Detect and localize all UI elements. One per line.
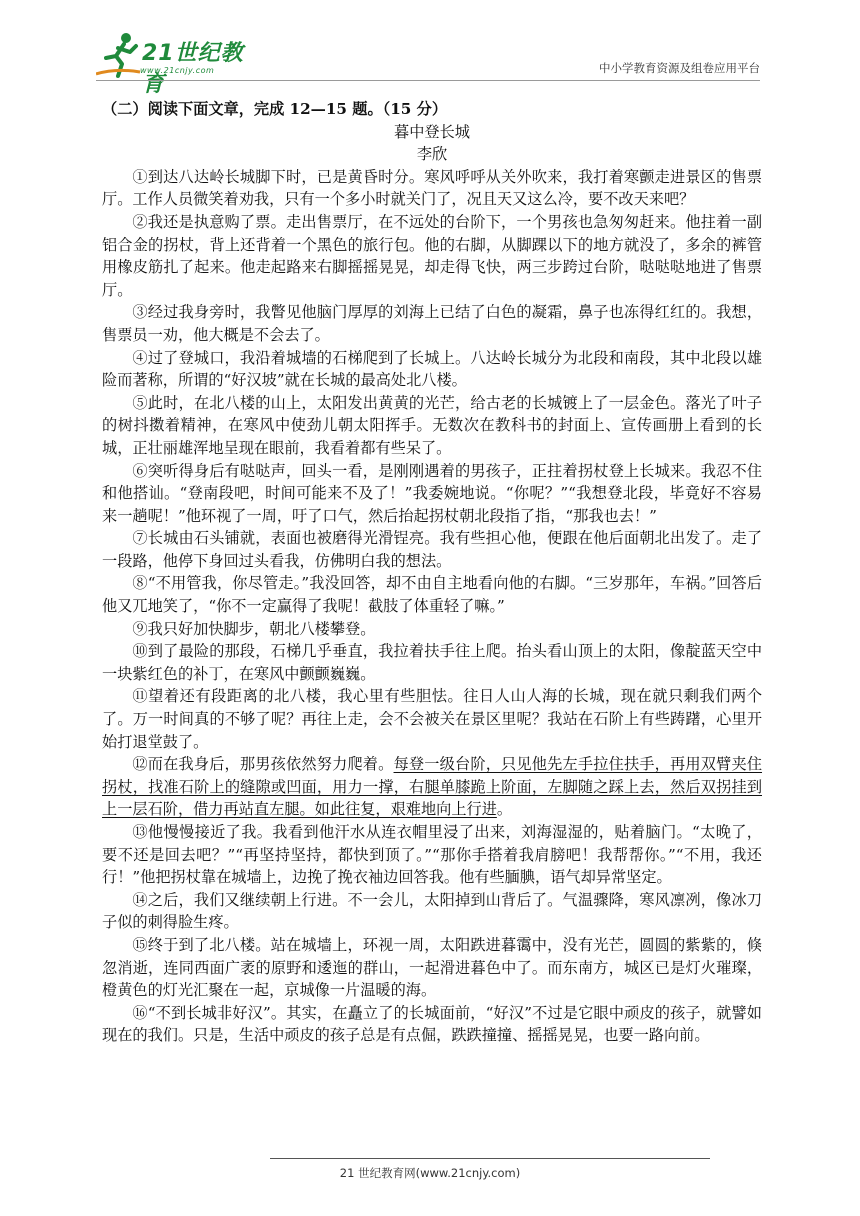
platform-name: 中小学教育资源及组卷应用平台 [599,61,760,75]
paragraph-14: ⑭之后，我们又继续朝上行进。不一会儿，太阳掉到山背后了。气温骤降，寒风凛冽，像冰刀子似的刺得脸生疼。 [102,890,762,932]
article-title: 暮中登长城 [394,122,470,141]
footer-text[interactable]: 21 世纪教育网(www.21cnjy.com) [339,1166,521,1180]
paragraph-11: ⑪望着还有段距离的北八楼，我心里有些胆怯。往日人山人海的长城，现在就只剩我们两个了。万一时间真的不够了呢？再往上走，会不会被关在景区里呢？我站在石阶上有些踌躇，心里开始打退堂鼓了。 [102,687,762,751]
paragraph-5: ⑤此时，在北八楼的山上，太阳发出黄黄的光芒，给古老的长城镀上了一层金色。落光了叶子的树抖擞着精神，在寒风中使劲儿朝太阳挥手。无数次在教科书的封面上、宣传画册上看到的长城，正壮丽雄浑地呈现在眼前，我看着都有些呆了。 [102,393,762,457]
logo-text: 21世纪教育 [142,41,244,97]
site-logo[interactable] [96,28,266,97]
paragraph-12-lead: ⑫而在我身后，那男孩依然努力爬着。 [132,755,394,774]
paragraph-4: ④过了登城口，我沿着城墙的石梯爬到了长城上。八达岭长城分为北段和南段，其中北段以雄险而著称，所谓的“好汉坡”就在长城的最高处北八楼。 [102,348,762,390]
paragraph-8: ⑧“不用管我，你尽管走。”我没回答，却不由自主地看向他的右脚。“三岁那年，车祸。”回答后他又兀地笑了，“你不一定赢得了我呢！截肢了体重轻了嘛。” [102,574,762,616]
article-author: 李欣 [416,145,448,164]
paragraph-13: ⑬他慢慢接近了我。我看到他汗水从连衣帽里浸了出来，刘海湿湿的，贴着脑门。“太晚了，要不还是回去吧？”“再坚持坚持，都快到顶了。”“那你手搭着我肩膀吧！我帮帮你。”“不用，我还行！”他把拐杖靠在城墙上，边挽了挽衣袖边回答我。他有些腼腆，语气却异常坚定。 [102,823,762,887]
footer-divider [270,1158,710,1159]
paragraph-12 [102,753,762,821]
paragraph-12-end: 。 [496,800,513,819]
paragraph-7: ⑦长城由石头铺就，表面也被磨得光滑锃亮。我有些担心他，便跟在他后面朝北出发了。走了一段路，他停下身回过头看我，仿佛明白我的想法。 [102,529,762,570]
runner-logo-icon [96,28,146,80]
paragraph-9: ⑨我只好加快脚步，朝北八楼攀登。 [132,619,376,638]
page-header [0,0,860,97]
paragraph-2: ②我还是执意购了票。走出售票厅，在不远处的台阶下，一个男孩也急匆匆赶来。他拄着一副铝合金的拐杖，背上还背着一个黑色的旅行包。他的右脚，从脚踝以下的地方就没了，多余的裤管用橡皮筋扎了起来。他走起路来右脚摇摇晃晃，却走得飞快，两三步跨过台阶，哒哒哒地进了售票厅。 [102,212,762,299]
paragraph-1: ①到达八达岭长城脚下时，已是黄昏时分。寒风呼呼从关外吹来，我打着寒颤走进景区的售票厅。工作人员微笑着劝我，只有一个多小时就关门了，况且天又这么冷，要不改天来吧？ [102,167,762,209]
header-divider [96,80,760,81]
document-body [102,98,762,1047]
paragraph-15: ⑮终于到了北八楼。站在城墙上，环视一周，太阳跌进暮霭中，没有光芒，圆圆的紫紫的，倏忽消逝，连同西面广袤的原野和逶迤的群山，一起滑进暮色中了。而东南方，城区已是灯火璀璨，橙黄色的灯光汇聚在一起，京城像一片温暖的海。 [102,935,762,1000]
paragraph-10: ⑩到了最险的那段，石梯几乎垂直，我拉着扶手往上爬。抬头看山顶上的太阳，像靛蓝天空中一块紫红色的补丁，在寒风中颤颤巍巍。 [102,642,762,683]
paragraph-16: ⑯“不到长城非好汉”。其实，在矗立了的长城面前，“好汉”不过是它眼中顽皮的孩子，就譬如现在的我们。只是，生活中顽皮的孩子总是有点倔，跌跌撞撞、摇摇晃晃，也要一路向前。 [102,1003,762,1045]
section-title: （二）阅读下面文章，完成 12—15 题。（15 分） [102,100,448,118]
paragraph-6: ⑥突听得身后有哒哒声，回头一看，是刚刚遇着的男孩子，正拄着拐杖登上长城来。我忍不住和他搭讪。“登南段吧，时间可能来不及了！”我委婉地说。“你呢？”“我想登北段，毕竟好不容易来一趟呢！”他环视了一周，吁了口气，然后抬起拐杖朝北段指了指，“那我也去！” [102,461,762,525]
paragraph-3: ③经过我身旁时，我瞥见他脑门厚厚的刘海上已结了白色的凝霜，鼻子也冻得红红的。我想，售票员一劝，他大概是不会去了。 [102,303,762,344]
logo-url: www.21cnjy.com [140,66,215,75]
underlined-passage: 每登一级台阶，只见他先左手拉住扶手，再用双臂夹住拐杖，找准石阶上的缝隙或凹面，用力一撑，右腿单膝跪上阶面，左脚随之踩上去，然后双拐挂到上一层石阶，借力再站直左腿。如此往复，艰难地向上行进 [102,755,763,819]
